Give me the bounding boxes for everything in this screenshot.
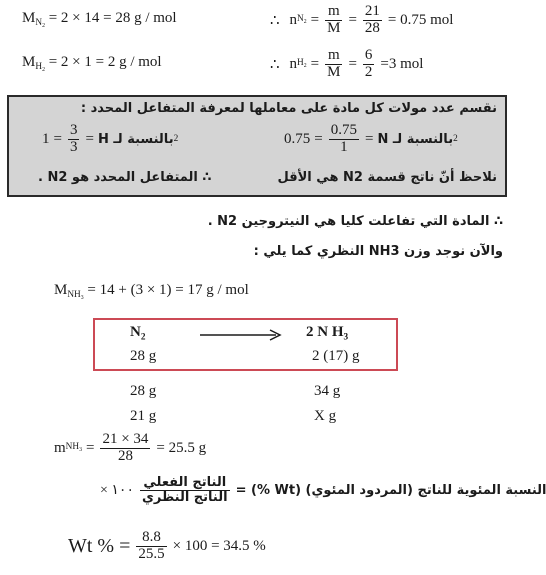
reaction-arrow-icon (200, 329, 282, 341)
wt-percent-result: Wt % = $\frac{8.8}{25.5}$ × 100 = 34.5 % (68, 529, 266, 562)
row3-right: X g (314, 408, 337, 424)
ratio-n2: 0.75 = $\frac{0.75}{1}$ = بالنسبة لـ N 2 (284, 122, 458, 155)
moles-h2: ∴ n $H_2$ = $\frac{m}{M}$ = $\frac{6}{2}$ =3 mol (270, 47, 424, 80)
product-mass: 2 (17) g (312, 348, 360, 364)
moles-n2: ∴ n $N_2$ = $\frac{m}{M}$ = $\frac{21}{28}$ = 0.75 mol (270, 3, 454, 36)
ratio-h2: 1 = $\frac{3}{3}$ = بالنسبة لـ H 2 (42, 122, 179, 155)
limiting-conclusion: ∴ المتفاعل المحدد هو N2 . (38, 170, 212, 185)
product-formula: 2 N $H_3$ (306, 324, 349, 343)
statement-find-nh3: والآن نوجد وزن NH3 النظري كما يلي : (253, 244, 503, 259)
molar-mass-nh3: $M_{NH_3} = 14 + (3 \times 1) = 17$ g / mol (54, 282, 249, 302)
mass-nh3-calc: m $NH_3$ = $\frac{21 \times 34}{28}$ = 25.5 g (54, 431, 207, 464)
molar-mass-h2: $M_{H_2} = 2 \times 1 = 2$ g / mol (22, 54, 162, 74)
row3-left: 21 g (130, 408, 157, 424)
reactant-formula: $N_2$ (130, 324, 146, 343)
molar-mass-n2: $M_{N_2} = 2 \times 14 = 28$ g / mol (22, 10, 177, 30)
row2-left: 28 g (130, 383, 157, 399)
percent-yield-formula: × ١٠٠ $\frac{\text{الناتج الفعلي}}{\text{الناتج النظري}}$ النسبة المئوية للناتج (المردود المئوي) (Wt %) = (100, 475, 546, 505)
reactant-mass: 28 g (130, 348, 157, 364)
row2-right: 34 g (314, 383, 341, 399)
limiting-box-heading: نقسم عدد مولات كل مادة على معاملها لمعرفة المتفاعل المحدد : (80, 101, 497, 116)
statement-fully-reacted: ∴ المادة التي تفاعلت كليا هي النيتروجين N2 . (207, 214, 503, 229)
limiting-note: نلاحظ أنّ ناتج قسمة N2 هي الأقل (277, 170, 497, 185)
